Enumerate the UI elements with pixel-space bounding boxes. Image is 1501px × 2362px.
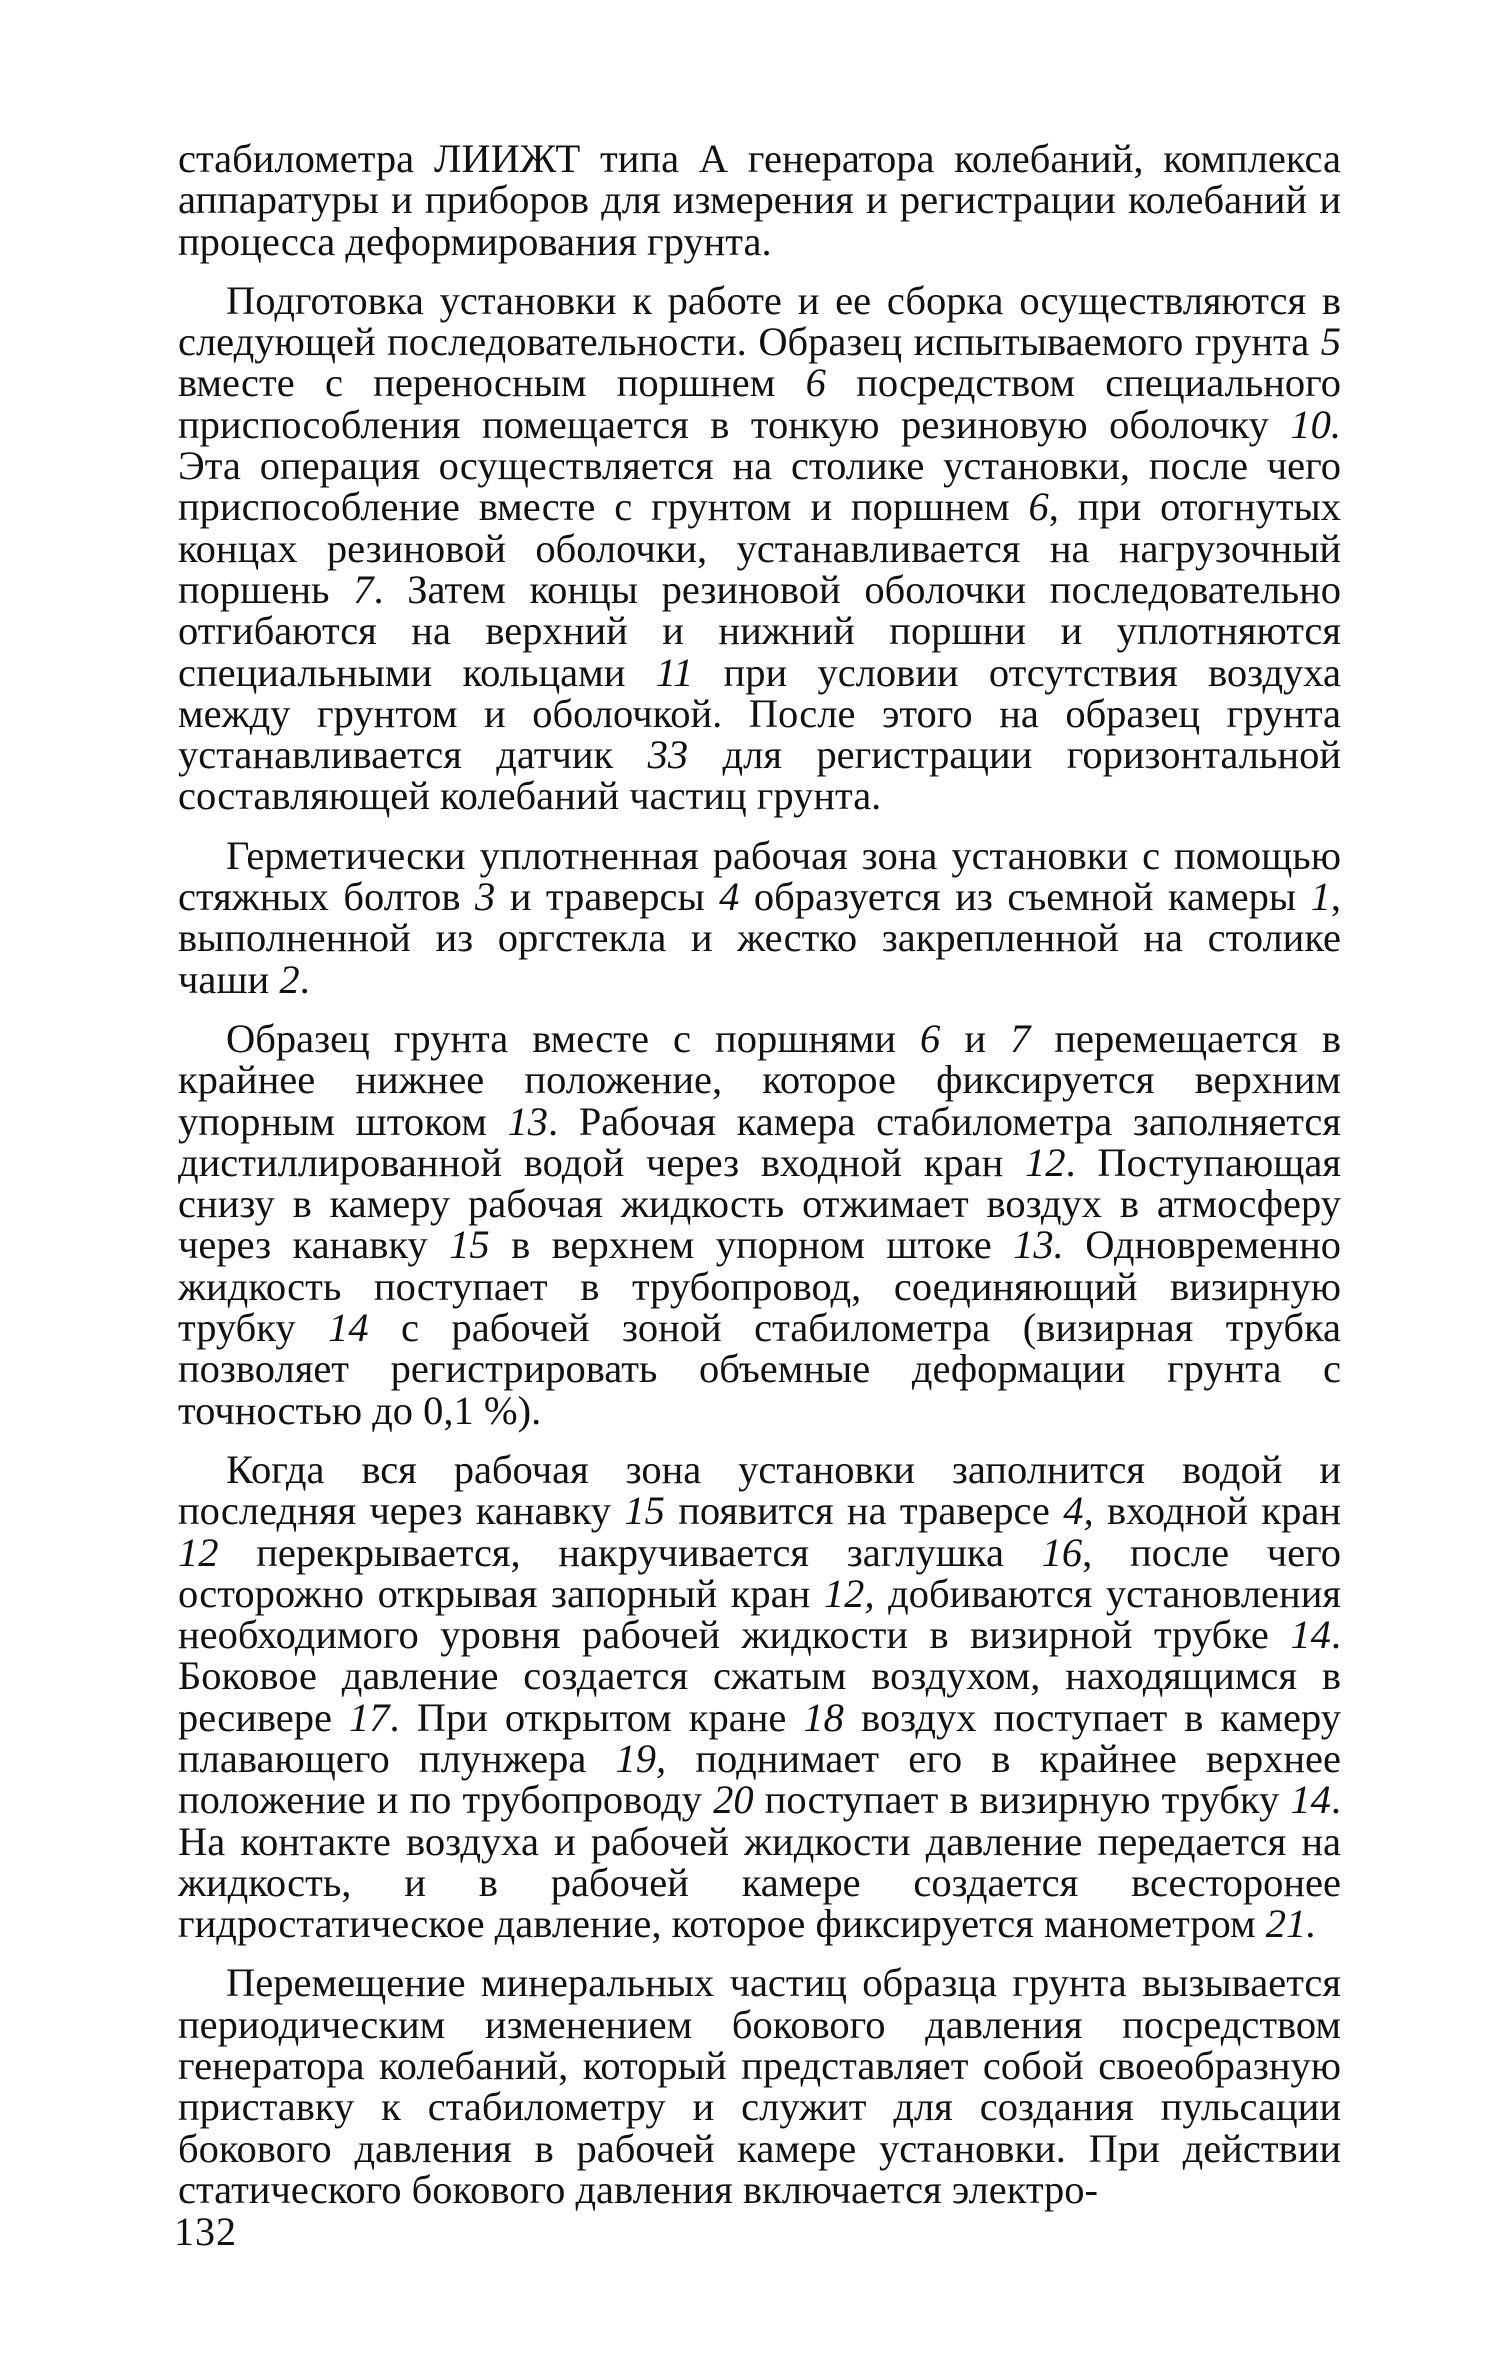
figure-reference-number: 14 — [1290, 1777, 1331, 1823]
figure-reference-number: 14 — [1290, 1612, 1331, 1658]
text-run: для регистрации горизонтальной составляющей колебаний частиц грунта. — [178, 732, 1342, 819]
figure-reference-number: 21. — [1265, 1901, 1317, 1947]
text-run: образуется из съемной камеры — [739, 874, 1311, 920]
figure-reference-number: 14 — [328, 1305, 369, 1351]
text-run: поступает в визирную трубку — [753, 1777, 1291, 1823]
text-run: при условии отсутствия воздуха между грунтом и оболочкой. После этого на образец грунта устанавливается датчик — [178, 649, 1341, 778]
figure-reference-number: 17 — [349, 1694, 390, 1740]
page-body — [178, 138, 1341, 2228]
figure-reference-number: 4 — [719, 874, 740, 920]
figure-reference-number: 10. — [1290, 401, 1341, 447]
text-run: . На контакте воздуха и рабочей жидкости давление передается на жидкость, и в рабочей камере создается всесторонее гидростатическое давление, которое фиксируется манометром — [178, 1777, 1341, 1947]
figure-reference-number: 20 — [713, 1777, 754, 1823]
paragraph — [178, 138, 1341, 262]
text-run: Подготовка установки к работе и ее сборка осуществляются в следующей последовательности. Образец испытываемого грунта — [178, 277, 1341, 365]
text-run: , при отогнутых концах резиновой оболочки, устанавливается на нагрузочный поршень — [178, 484, 1341, 612]
text-run: в верхнем упорном штоке — [489, 1222, 1014, 1268]
text-run: появится на траверсе — [664, 1488, 1064, 1534]
figure-reference-number: 5 — [1320, 319, 1341, 365]
text-run: . Рабочая камера стабилометра заполняется дистиллированной водой через входной кран — [178, 1098, 1341, 1185]
text-run: перемещается в крайнее нижнее положение, которое фиксируется верхним упорным штоком — [178, 1015, 1341, 1144]
paragraph — [178, 832, 1341, 1002]
text-run: . При открытом кране — [389, 1694, 804, 1740]
text-run: добиваются установления необходимого уровня рабочей жидкости в визирной трубке — [178, 1570, 1341, 1658]
text-run: воздух поступает в камеру плавающего плунжера — [178, 1694, 1341, 1781]
text-run: входной кран — [1093, 1488, 1341, 1534]
text-run: поднимает его в крайнее верхнее положение и по трубопроводу — [178, 1735, 1341, 1823]
figure-reference-number: 13. — [1013, 1222, 1064, 1268]
paragraph — [178, 1962, 1341, 2210]
text-run: . Поступающая снизу в камеру рабочая жидкость отжимает воздух в атмосферу через канавку — [178, 1139, 1341, 1268]
text-run: с рабочей зоной стабилометра (визирная трубка позволяет регистрировать объемные деформации грунта с точностью до 0,1 %). — [178, 1305, 1341, 1433]
text-run: Одновременно жидкость поступает в трубопровод, соединяющий визирную трубку — [178, 1222, 1341, 1351]
figure-reference-number: 15 — [624, 1488, 665, 1534]
figure-reference-number: 6 — [920, 1015, 941, 1061]
page-number: 132 — [174, 2209, 237, 2254]
text-run: . — [299, 956, 310, 1002]
figure-reference-number: 12, — [823, 1570, 875, 1616]
paragraph — [178, 1446, 1341, 1947]
text-run: перекрывается, накручивается заглушка — [218, 1529, 1042, 1575]
figure-reference-number: 4, — [1063, 1488, 1094, 1534]
figure-reference-number: 12 — [1025, 1139, 1066, 1185]
figure-reference-number: 3 — [474, 874, 496, 920]
text-run: Образец грунта вместе с поршнями — [226, 1015, 921, 1061]
figure-reference-number: 2 — [279, 956, 300, 1002]
text-run: и траверсы — [495, 874, 720, 920]
figure-reference-number: 1 — [1310, 874, 1331, 920]
figure-reference-number: 13 — [507, 1098, 548, 1144]
figure-reference-number: 18 — [803, 1694, 844, 1740]
text-run: , выполненной из оргстекла и жестко закрепленной на столике чаши — [178, 874, 1341, 1002]
text-run: и — [940, 1015, 1011, 1061]
figure-reference-number: 11 — [655, 649, 694, 695]
paragraph — [178, 1015, 1341, 1433]
text-run: . Боковое давление создается сжатым воздухом, находящимся в ресивере — [178, 1612, 1341, 1740]
figure-reference-number: 15 — [449, 1222, 490, 1268]
text-run: вместе с переносным поршнем — [178, 360, 806, 406]
figure-reference-number: 7 — [1010, 1015, 1031, 1061]
text-run: Когда вся рабочая зона установки заполнится водой и последняя через канавку — [178, 1446, 1341, 1534]
text-run: . Затем концы резиновой оболочки последовательно отгибаются на верхний и нижний поршни и уплотняются специальными кольцами — [178, 566, 1342, 695]
figure-reference-number: 19, — [615, 1735, 667, 1781]
paragraph — [178, 277, 1342, 819]
figure-reference-number: 6 — [1028, 484, 1049, 530]
text-run: , после чего осторожно открывая запорный кран — [178, 1529, 1341, 1616]
figure-reference-number: 16 — [1041, 1529, 1083, 1575]
figure-reference-number: 6 — [805, 360, 826, 406]
text-run: стабилометра ЛИИЖТ типа А генератора колебаний, комплекса аппаратуры и приборов для измерения и регистрации колебаний и процесса деформирования грунта. — [178, 136, 1341, 264]
text-run: посредством специального приспособления помещается в тонкую резиновую оболочку — [178, 360, 1341, 447]
text-run: Эта операция осуществляется на столике установки, после чего приспособление вместе с грунтом и поршнем — [178, 443, 1341, 530]
text-run: Герметически уплотненная рабочая зона установки с помощью стяжных болтов — [178, 832, 1341, 920]
figure-reference-number: 33 — [647, 732, 689, 778]
text-run: Перемещение минеральных частиц образца грунта вызывается периодическим изменением бокового давления посредством генератора колебаний, который представляет собой своеобразную приставку к стабилометру и служит для создания пульсации бокового давления в рабочей камере установки. При действии статического бокового давления включается электро- — [178, 1960, 1341, 2212]
figure-reference-number: 7 — [353, 566, 374, 612]
figure-reference-number: 12 — [178, 1529, 219, 1575]
